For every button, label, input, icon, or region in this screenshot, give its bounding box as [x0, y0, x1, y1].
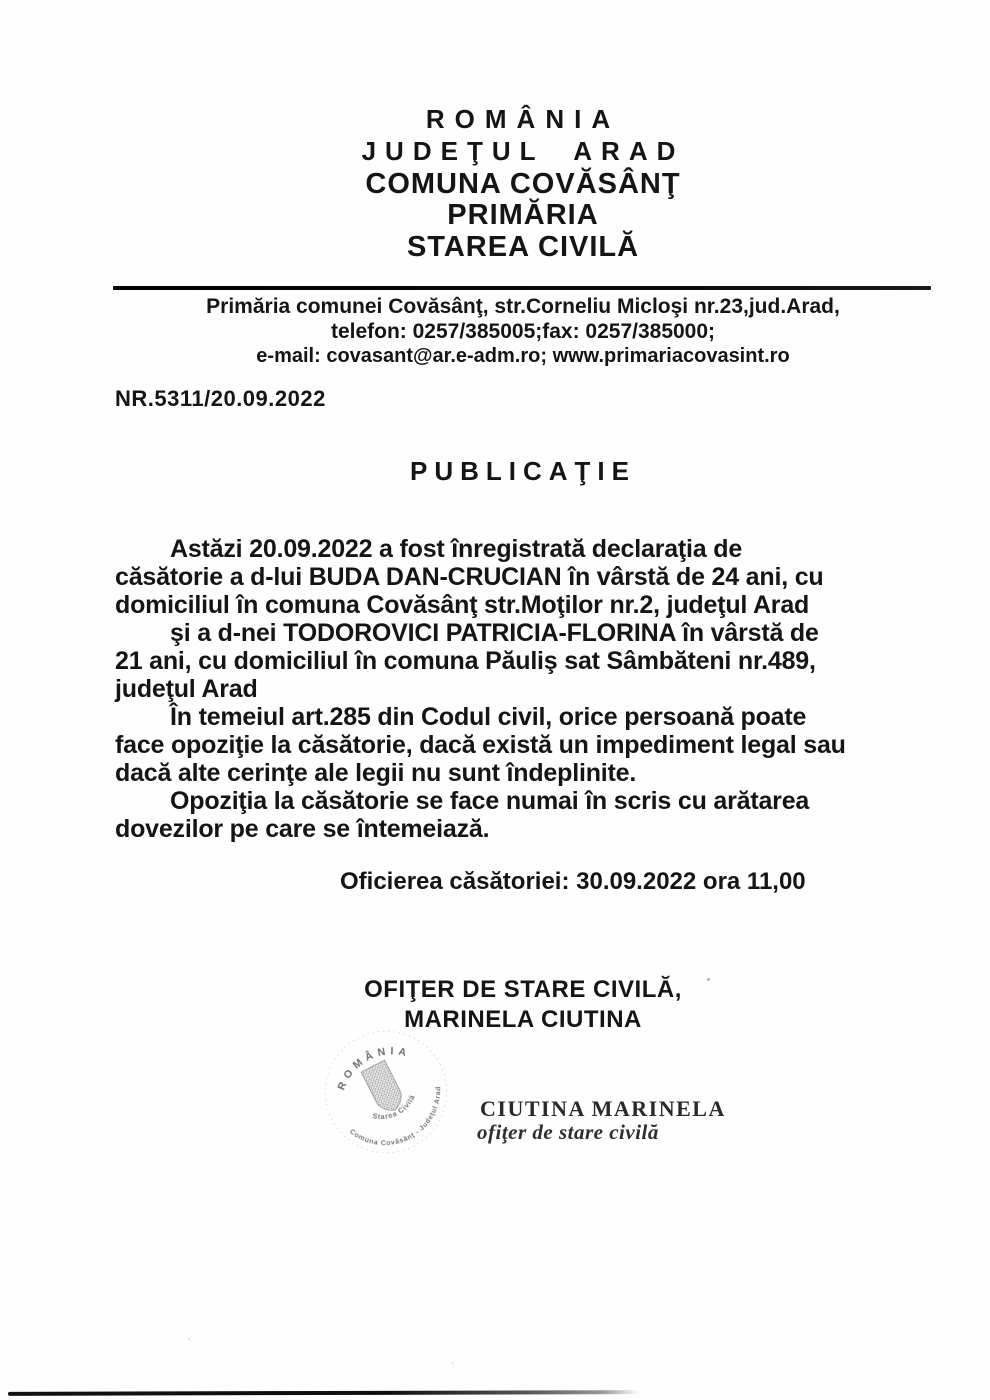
body-line: judeţul Arad: [115, 675, 258, 703]
document-title: PUBLICAŢIE: [410, 456, 636, 486]
body-line: dacă alte cerinţe ale legii nu sunt îndeplinite.: [115, 759, 637, 787]
contact-phone-fax: telefon: 0257/385005;fax: 0257/385000;: [330, 320, 716, 343]
body-line: 21 ani, cu domiciliul în comuna Păuliş sat Sâmbăteni nr.489,: [115, 647, 816, 675]
signatory-name: MARINELA CIUTINA: [404, 1006, 642, 1033]
body-line: şi a d-nei TODOROVICI PATRICIA-FLORINA în vârstă de: [170, 619, 819, 647]
letterhead-department: STAREA CIVILĂ: [406, 231, 640, 263]
letterhead-commune: COMUNA COVĂSÂNŢ: [365, 168, 681, 200]
stamp-signature-role: ofiţer de stare civilă: [477, 1120, 659, 1144]
body-line: dovezilor pe care se întemeiază.: [115, 815, 490, 843]
scan-artifact-line: [8, 1390, 640, 1396]
stamp-top-arc-text: ROMÂNIA: [335, 1045, 413, 1093]
letterhead-country: ROMÂNIA: [425, 104, 621, 134]
body-line: Opoziţia la căsătorie se face numai în scris cu arătarea: [170, 787, 810, 815]
signatory-role: OFIŢER DE STARE CIVILĂ,: [364, 976, 682, 1003]
body-line: Astăzi 20.09.2022 a fost înregistrată declaraţia de: [170, 535, 743, 563]
body-text: [115, 535, 931, 843]
stamp-signature-name: CIUTINA MARINELA: [480, 1096, 726, 1121]
contact-email-web: e-mail: covasant@ar.e-adm.ro; www.primariacovasint.ro: [256, 345, 790, 367]
scan-speck: [707, 978, 710, 981]
registration-number: NR.5311/20.09.2022: [115, 386, 326, 411]
body-line: căsătorie a d-lui BUDA DAN-CRUCIAN în vârstă de 24 ani, cu: [115, 563, 824, 591]
body-line: În temeiul art.285 din Codul civil, orice persoană poate: [170, 703, 807, 731]
body-line: domiciliul în comuna Covăsânţ str.Moţilor nr.2, judeţul Arad: [115, 591, 810, 619]
letterhead-county: JUDEŢUL ARAD: [361, 136, 685, 166]
ceremony-date-line: Oficierea căsătoriei: 30.09.2022 ora 11,00: [340, 868, 806, 895]
contact-address: Primăria comunei Covăsânţ, str.Corneliu Micloşi nr.23,jud.Arad,: [206, 295, 840, 318]
official-round-stamp: [316, 1026, 456, 1158]
stamp-seal-graphic: [316, 1026, 456, 1158]
body-line: face opoziţie la căsătorie, dacă există un impediment legal sau: [115, 731, 846, 759]
scan-speck: [452, 1362, 454, 1364]
stamp-inner-text: Starea Civilă: [371, 1093, 418, 1122]
header-divider-rule: [113, 286, 931, 290]
stamp-bottom-arc-text: Comuna Covăsânţ - Judeţul Arad: [348, 1085, 443, 1148]
letterhead-office: PRIMĂRIA: [447, 199, 599, 231]
scan-speck: [188, 1338, 190, 1340]
